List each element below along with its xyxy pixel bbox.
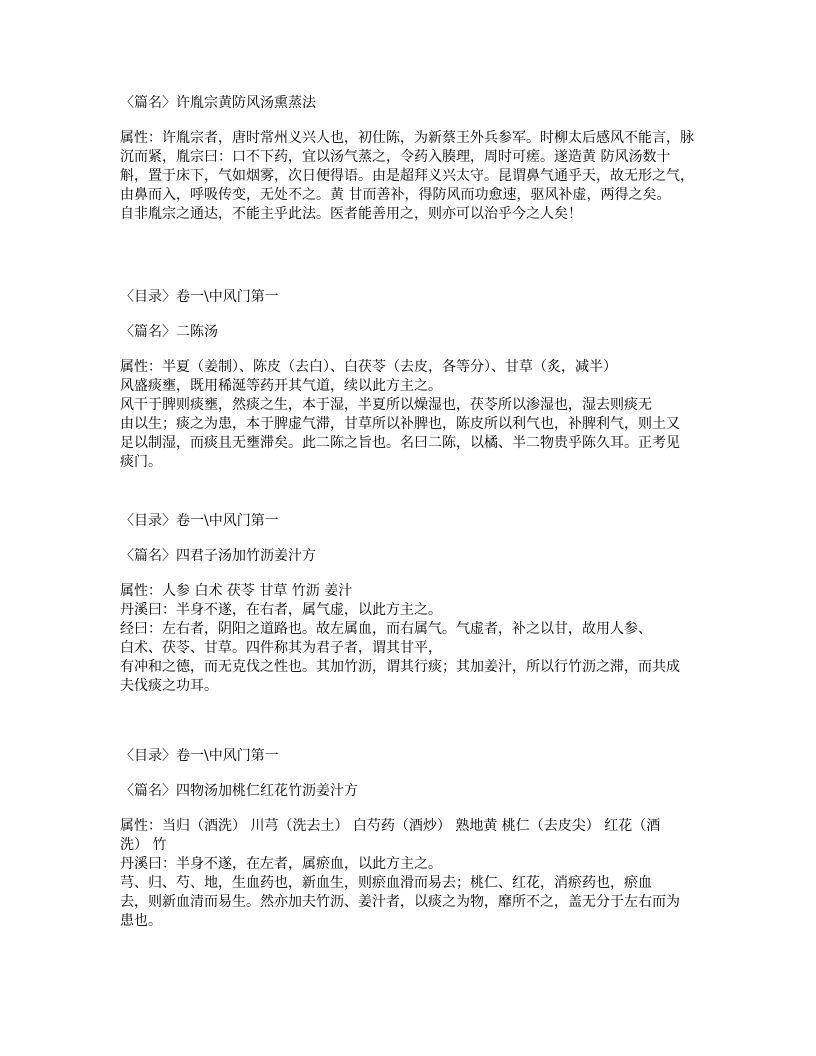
section-title: 〈篇名〉四物汤加桃仁红花竹沥姜汁方	[120, 783, 358, 799]
text-line: 夫伐痰之功耳。	[120, 678, 218, 694]
text-line: 属性：许胤宗者，唐时常州义兴人也，初仕陈，为新蔡王外兵参军。时柳太后感风不能言，脉	[120, 130, 694, 146]
section-2	[120, 288, 720, 472]
text-line: 经曰：左右者，阴阳之道路也。故左属血，而右属气。气虚者，补之以甘，故用人参、	[120, 621, 652, 637]
section-title: 〈篇名〉许胤宗黄防风汤熏蒸法	[120, 95, 316, 111]
catalog-line: 〈目录〉卷一\中风门第一	[120, 748, 279, 764]
section-title: 〈篇名〉二陈汤	[120, 324, 218, 340]
text-line: 属性：半夏（姜制）、陈皮（去白）、白茯苓（去皮，各等分）、甘草（炙，减半）	[120, 359, 617, 375]
text-line: 风干于脾则痰壅，然痰之生，本于湿，半夏所以燥湿也，茯苓所以渗湿也，湿去则痰无	[120, 397, 652, 413]
text-line: 白术、茯苓、甘草。四件称其为君子者，谓其甘平，	[120, 640, 442, 656]
text-line: 自非胤宗之通达，不能主乎此法。医者能善用之，则亦可以治乎今之人矣！	[120, 206, 582, 222]
text-line: 有冲和之德，而无克伐之性也。其加竹沥，谓其行痰；其加姜汁，所以行竹沥之滞，而共成	[120, 659, 680, 675]
text-line: 由鼻而入，呼吸传变，无处不之。黄 甘而善补，得防风而功愈速，驱风补虚，两得之矣。	[120, 187, 671, 203]
text-line: 风盛痰壅，既用稀涎等药开其气道，续以此方主之。	[120, 378, 442, 394]
section-1	[120, 94, 720, 224]
section-4	[120, 747, 720, 931]
text-line: 属性：当归（酒洗） 川芎（洗去土） 白芍药（酒炒） 熟地黄 桃仁（去皮尖） 红花（酒	[120, 818, 661, 834]
text-line: 斛，置于床下，气如烟雾，次日便得语。由是超拜义兴太守。昆谓鼻气通乎天，故无形之气，	[120, 168, 694, 184]
text-line: 属性：人参 白术 茯苓 甘草 竹沥 姜汁	[120, 583, 353, 599]
text-line: 丹溪曰：半身不遂，在右者，属气虚，以此方主之。	[120, 602, 442, 618]
text-line: 沉而紧，胤宗曰：口不下药，宜以汤气蒸之，令药入腠理，周时可瘥。遂造黄 防风汤数十	[120, 149, 671, 165]
text-line: 芎、归、芍、地，生血药也，新血生，则瘀血滑而易去；桃仁、红花，消瘀药也，瘀血	[120, 875, 652, 891]
text-line: 患也。	[120, 913, 162, 929]
text-line: 由以生；痰之为患，本于脾虚气滞，甘草所以补脾也，陈皮所以利气也，补脾利气，则土又	[120, 416, 680, 432]
catalog-line: 〈目录〉卷一\中风门第一	[120, 513, 279, 529]
text-line: 洗） 竹	[120, 837, 167, 853]
section-3	[120, 512, 720, 696]
text-line: 痰门。	[120, 454, 162, 470]
catalog-line: 〈目录〉卷一\中风门第一	[120, 289, 279, 305]
text-line: 丹溪曰：半身不遂，在左者，属瘀血，以此方主之。	[120, 856, 442, 872]
text-line: 去，则新血清而易生。然亦加夫竹沥、姜汁者，以痰之为物，靡所不之，盖无分于左右而为	[120, 894, 680, 910]
text-line: 足以制湿，而痰且无壅滞矣。此二陈之旨也。名曰二陈，以橘、半二物贵乎陈久耳。正考见	[120, 435, 680, 451]
section-title: 〈篇名〉四君子汤加竹沥姜汁方	[120, 548, 316, 564]
